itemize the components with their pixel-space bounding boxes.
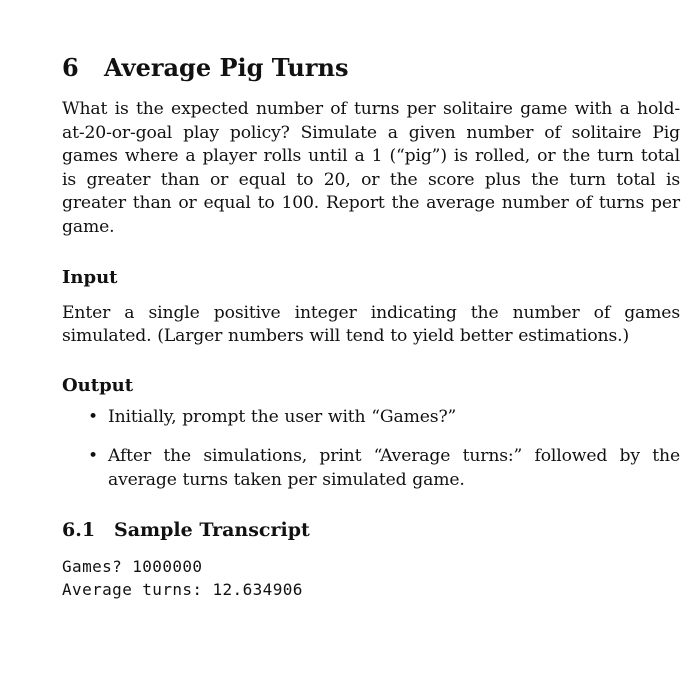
- list-item-text: Initially, prompt the user with “Games?”: [108, 406, 457, 427]
- section-number: 6: [62, 53, 79, 82]
- output-heading: Output: [62, 374, 134, 396]
- section-title: Average Pig Turns: [104, 53, 349, 82]
- input-heading: Input: [62, 266, 118, 288]
- section-heading: [62, 52, 680, 84]
- subsection-heading: [62, 517, 680, 543]
- bullet-icon: •: [88, 406, 98, 427]
- intro-paragraph: What is the expected number of turns per solitaire game with a hold-at-20-or-goal play policy? Simulate a given number of solitaire Pig games where a player rolls until a 1 (“pig”) is rolled, or the turn total is greater than or equal to 20, or the score plus the turn total is greater than or equal to 100. Report the average number of turns per game.: [62, 99, 680, 237]
- subsection-title: Sample Transcript: [114, 518, 310, 541]
- transcript-line: Average turns: 12.634906: [62, 579, 303, 599]
- input-paragraph: Enter a single positive integer indicating the number of games simulated. (Larger numbers will tend to yield better estimations.): [62, 302, 680, 347]
- list-item: [62, 445, 680, 492]
- list-item: [62, 406, 680, 430]
- output-list: [62, 406, 680, 493]
- subsection-number: 6.1: [62, 518, 96, 541]
- list-item-text: After the simulations, print “Average turns:” followed by the average turns taken per simulated game.: [108, 446, 680, 490]
- bullet-icon: •: [88, 446, 98, 467]
- sample-transcript: [62, 555, 680, 601]
- transcript-line: Games? 1000000: [62, 556, 203, 576]
- document-page: [62, 52, 680, 601]
